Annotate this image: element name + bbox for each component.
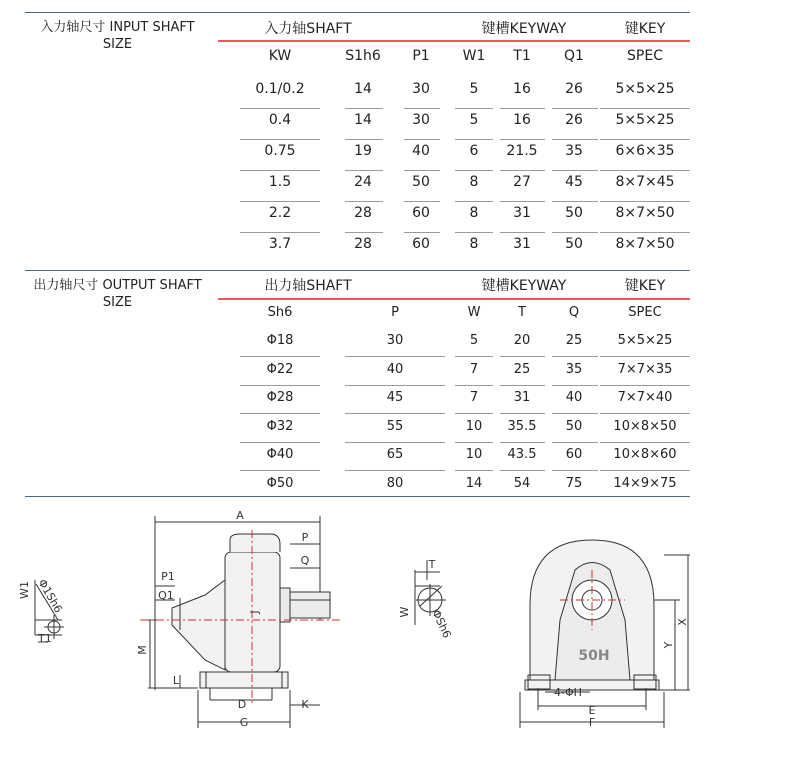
input-cell: 3.7 <box>268 236 292 252</box>
output-group-keyway: 键槽KEYWAY <box>481 278 567 294</box>
output-cell: 31 <box>513 390 531 405</box>
input-row-rule <box>404 201 440 202</box>
input-row-rule <box>600 139 690 140</box>
output-row-rule <box>345 413 445 414</box>
label-x: X <box>676 618 689 626</box>
input-label-2: SIZE <box>102 37 133 52</box>
output-cell: 75 <box>565 475 583 491</box>
output-cell: 14×9×75 <box>613 475 677 491</box>
label-t: T <box>428 558 436 571</box>
output-row-rule <box>500 385 545 386</box>
input-cell: 28 <box>354 205 372 221</box>
input-cell: 45 <box>565 174 583 190</box>
label-g: G <box>239 716 249 729</box>
output-label-2: SIZE <box>102 295 133 310</box>
input-cell: 0.75 <box>264 143 296 159</box>
label-holes: 4-ΦH <box>554 686 582 699</box>
label-e: E <box>588 704 596 717</box>
input-row-rule <box>404 232 440 233</box>
input-cell: 30 <box>412 81 430 97</box>
output-cell: 7 <box>469 361 479 377</box>
input-row-rule <box>345 108 383 109</box>
input-row-rule <box>345 139 383 140</box>
output-label-1: 出力轴尺寸 OUTPUT SHAFT <box>33 278 202 293</box>
label-w1: W1 <box>18 581 31 599</box>
output-cell: 35 <box>565 361 583 377</box>
output-row-rule <box>500 413 545 414</box>
label-l: L <box>172 674 180 687</box>
input-row-rule <box>240 108 320 109</box>
output-cell: 5×5×25 <box>617 333 673 348</box>
output-col-header: W <box>467 305 481 320</box>
input-cell: 0.1/0.2 <box>255 81 305 97</box>
output-cell: Φ32 <box>266 418 294 434</box>
input-col-header: S1h6 <box>345 48 381 64</box>
output-cell: 10×8×60 <box>613 447 677 462</box>
input-col-header: Q1 <box>564 48 584 64</box>
output-cell: 40 <box>565 390 583 405</box>
output-header-rule <box>218 298 690 300</box>
output-row-rule <box>455 356 493 357</box>
output-row-rule <box>455 470 493 471</box>
input-cell: 60 <box>412 205 430 221</box>
input-cell: 26 <box>565 81 583 97</box>
output-row-rule <box>345 442 445 443</box>
output-row-rule <box>600 442 690 443</box>
input-col-header: KW <box>268 48 292 64</box>
input-cell: 5 <box>469 81 479 97</box>
input-cell: 19 <box>354 143 372 159</box>
input-cell: 6×6×35 <box>615 143 675 159</box>
label-p1: P1 <box>161 570 175 583</box>
input-row-rule <box>240 232 320 233</box>
input-cell: 21.5 <box>506 143 538 159</box>
output-cell: 7 <box>469 390 479 405</box>
output-cell: Φ18 <box>266 333 294 348</box>
output-cell: 10 <box>465 447 483 462</box>
label-s: ΦSh6 <box>429 607 454 641</box>
input-row-rule <box>500 108 545 109</box>
output-col-header: SPEC <box>628 305 662 320</box>
input-cell: 31 <box>513 236 531 252</box>
output-row-rule <box>500 442 545 443</box>
output-col-header: T <box>518 305 526 320</box>
output-col-header: Sh6 <box>267 305 293 320</box>
output-cell: Φ50 <box>266 475 294 491</box>
input-row-rule <box>552 170 598 171</box>
input-row-rule <box>404 108 440 109</box>
input-cell: 5×5×25 <box>615 112 675 128</box>
output-row-rule <box>455 385 493 386</box>
input-row-rule <box>345 232 383 233</box>
input-col-header: T1 <box>513 48 531 64</box>
input-row-rule <box>552 232 598 233</box>
output-cell: 60 <box>565 447 583 462</box>
output-cell: 54 <box>513 475 531 491</box>
input-row-rule <box>455 170 493 171</box>
input-cell: 16 <box>513 112 531 128</box>
label-j: J <box>248 610 261 614</box>
input-cell: 60 <box>412 236 430 252</box>
input-cell: 1.5 <box>268 174 292 190</box>
output-row-rule <box>600 413 690 414</box>
output-row-rule <box>240 385 320 386</box>
output-row-rule <box>600 356 690 357</box>
output-row-rule <box>600 470 690 471</box>
output-row-rule <box>500 356 545 357</box>
output-row-rule <box>455 413 493 414</box>
input-cell: 24 <box>354 174 372 190</box>
section-rule-bottom <box>25 496 690 497</box>
input-group-shaft: 入力轴SHAFT <box>264 21 352 37</box>
label-s1: Φ1Sh6 <box>35 577 65 616</box>
label-a: A <box>236 509 244 522</box>
output-col-header: Q <box>568 305 580 320</box>
input-col-header: SPEC <box>627 48 663 64</box>
label-q: Q <box>300 554 310 567</box>
input-cell: 14 <box>354 112 372 128</box>
output-cell: Φ40 <box>266 447 294 462</box>
input-cell: 0.4 <box>268 112 292 128</box>
output-row-rule <box>600 385 690 386</box>
output-row-rule <box>240 470 320 471</box>
output-col-header: P <box>391 305 399 320</box>
input-row-rule <box>552 139 598 140</box>
output-cell: 25 <box>513 361 531 377</box>
input-row-rule <box>600 170 690 171</box>
input-col-header: W1 <box>462 48 486 64</box>
output-cell: 55 <box>386 418 404 434</box>
input-row-rule <box>455 139 493 140</box>
label-d: D <box>237 698 247 711</box>
section-rule-middle <box>25 270 690 271</box>
label-m: M <box>136 645 149 655</box>
output-row-rule <box>240 442 320 443</box>
input-cell: 40 <box>412 143 430 159</box>
input-cell: 6 <box>469 143 479 159</box>
output-cell: 80 <box>386 475 404 491</box>
output-row-rule <box>552 356 598 357</box>
reducer-front-view <box>520 540 690 728</box>
input-row-rule <box>455 201 493 202</box>
output-row-rule <box>240 356 320 357</box>
output-row-rule <box>552 385 598 386</box>
input-cell: 8 <box>469 174 479 190</box>
output-row-rule <box>345 470 445 471</box>
label-q1: Q1 <box>158 589 174 602</box>
input-row-rule <box>552 108 598 109</box>
output-row-rule <box>552 470 598 471</box>
input-col-header: P1 <box>412 48 430 64</box>
label-f: F <box>588 716 596 729</box>
output-cell: 10 <box>465 418 483 434</box>
input-cell: 50 <box>565 236 583 252</box>
label-y: Y <box>662 641 675 649</box>
input-row-rule <box>500 139 545 140</box>
input-row-rule <box>600 201 690 202</box>
output-group-shaft: 出力轴SHAFT <box>264 278 352 294</box>
output-cell: 45 <box>386 390 404 405</box>
output-cell: Φ28 <box>266 390 294 405</box>
input-row-rule <box>500 232 545 233</box>
output-cell: 65 <box>386 447 404 462</box>
input-row-rule <box>345 201 383 202</box>
output-cell: 20 <box>513 333 531 348</box>
label-k: K <box>301 698 309 711</box>
output-row-rule <box>345 385 445 386</box>
output-cell: Φ22 <box>266 361 294 377</box>
input-group-key: 键KEY <box>624 21 666 37</box>
input-row-rule <box>240 139 320 140</box>
input-row-rule <box>600 232 690 233</box>
output-cell: 10×8×50 <box>613 418 677 434</box>
input-row-rule <box>455 108 493 109</box>
input-cell: 2.2 <box>268 205 292 221</box>
input-cell: 16 <box>513 81 531 97</box>
input-cell: 8 <box>469 236 479 252</box>
input-row-rule <box>345 170 383 171</box>
input-row-rule <box>240 201 320 202</box>
input-row-rule <box>240 170 320 171</box>
reducer-side-view <box>148 516 330 728</box>
input-cell: 31 <box>513 205 531 221</box>
input-group-keyway: 键槽KEYWAY <box>481 21 567 37</box>
label-t1: T1 <box>38 632 52 645</box>
output-row-rule <box>345 356 445 357</box>
input-row-rule <box>500 201 545 202</box>
output-group-key: 键KEY <box>624 278 666 294</box>
input-cell: 5×5×25 <box>615 81 675 97</box>
input-cell: 8×7×50 <box>615 236 675 252</box>
input-row-rule <box>552 201 598 202</box>
input-row-rule <box>404 139 440 140</box>
input-cell: 28 <box>354 236 372 252</box>
input-row-rule <box>500 170 545 171</box>
model-badge: 50H <box>578 648 610 664</box>
output-cell: 7×7×35 <box>617 361 673 377</box>
input-cell: 14 <box>354 81 372 97</box>
output-cell: 7×7×40 <box>617 390 673 405</box>
output-cell: 40 <box>386 361 404 377</box>
output-row-rule <box>552 442 598 443</box>
input-cell: 5 <box>469 112 479 128</box>
output-row-rule <box>500 470 545 471</box>
input-cell: 26 <box>565 112 583 128</box>
label-w: W <box>398 606 411 618</box>
output-row-rule <box>552 413 598 414</box>
input-cell: 30 <box>412 112 430 128</box>
output-cell: 50 <box>565 418 583 434</box>
input-row-rule <box>600 108 690 109</box>
output-cell: 43.5 <box>507 447 537 462</box>
input-cell: 8×7×45 <box>615 174 675 190</box>
input-cell: 50 <box>412 174 430 190</box>
input-label-1: 入力轴尺寸 INPUT SHAFT <box>40 20 195 35</box>
input-cell: 8 <box>469 205 479 221</box>
input-cell: 27 <box>513 174 531 190</box>
output-cell: 30 <box>386 333 404 348</box>
output-row-rule <box>240 413 320 414</box>
output-cell: 14 <box>465 475 483 491</box>
input-cell: 35 <box>565 143 583 159</box>
output-cell: 5 <box>469 333 479 348</box>
section-rule-top <box>25 12 690 13</box>
input-cell: 50 <box>565 205 583 221</box>
input-header-rule <box>218 40 690 42</box>
output-row-rule <box>455 442 493 443</box>
input-row-rule <box>404 170 440 171</box>
output-cell: 35.5 <box>507 418 537 434</box>
output-cell: 25 <box>565 333 583 348</box>
label-p: P <box>301 531 309 544</box>
input-row-rule <box>455 232 493 233</box>
input-cell: 8×7×50 <box>615 205 675 221</box>
technical-drawings <box>0 500 792 761</box>
